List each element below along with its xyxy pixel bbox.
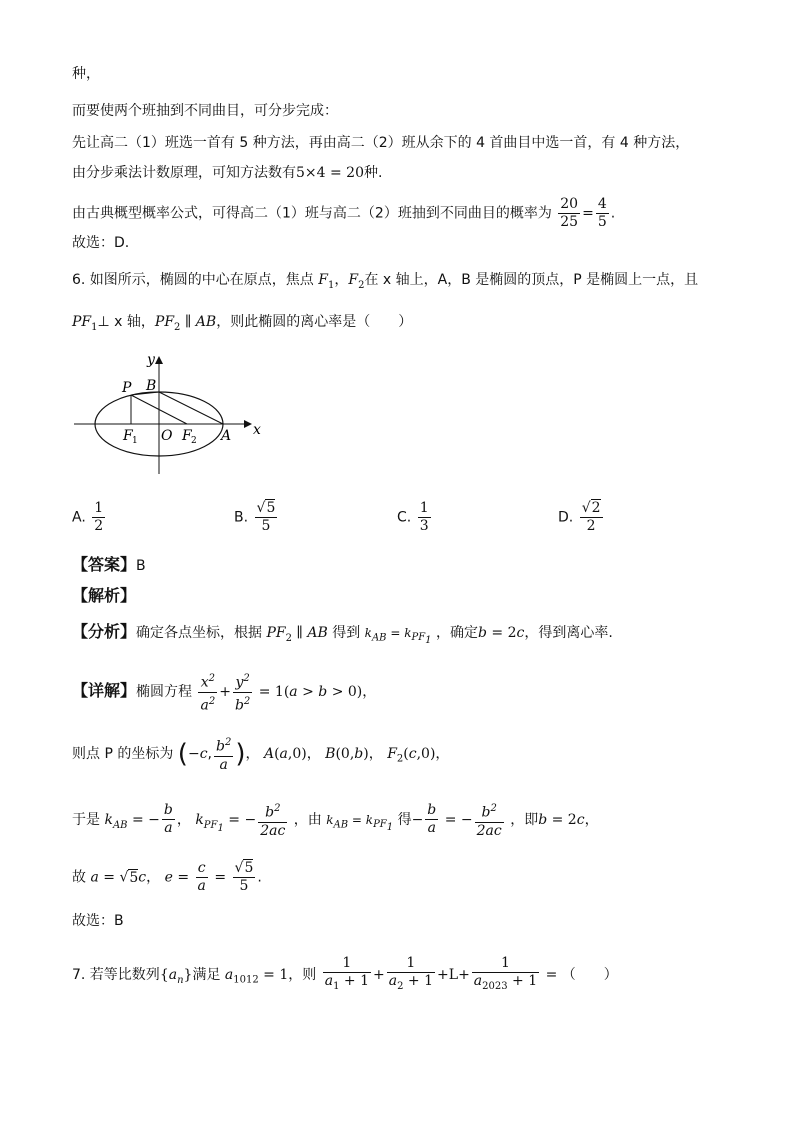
answer-line: 【答案】B bbox=[72, 555, 146, 574]
text-line: 先让高二（1）班选一首有 5 种方法，再由高二（2）班从余下的 4 首曲目中选一首，有 4 种方法， bbox=[72, 135, 690, 151]
fraction: $\frac{20}{25}$ bbox=[560, 196, 579, 230]
detail-line: 故 a = √5c， e = $\frac{c}{a}$ = $\frac{√5}{5}$ . bbox=[72, 860, 262, 894]
question-stem: 7. 若等比数列$\{a_n\}$满足 $a_{1012} = 1$，则 $\frac{1}{a_1 + 1}$ + $\frac{1}{a_2 + 1}$ +L+ $\frac{1}{a_{2023} + 1}$ = （ ） bbox=[72, 955, 618, 992]
label-x: x bbox=[253, 422, 261, 438]
label-o: O bbox=[161, 428, 173, 444]
text-line: 种， bbox=[72, 66, 100, 82]
detail-line: 则点 P 的坐标为 (−c, $\frac{b^2}{a}$ )， A(a,0)， B(0,b)， $F_2(c,0)$， bbox=[72, 734, 449, 774]
label-f2-sub: 2 bbox=[191, 436, 197, 446]
option-d[interactable]: D. $\frac{√2}{2}$ bbox=[558, 500, 601, 534]
y-axis-arrow-icon bbox=[155, 356, 163, 364]
final-answer: 故选：B bbox=[72, 913, 124, 929]
analysis-heading: 【解析】 bbox=[72, 586, 137, 605]
label-f1: F bbox=[123, 428, 133, 444]
text-line: 由古典概型概率公式，可得高二（1）班与高二（2）班抽到不同曲目的概率为 $\frac{20}{25}$ = $\frac{4}{5}$ . bbox=[72, 196, 616, 230]
fraction: $\frac{4}{5}$ bbox=[597, 196, 607, 230]
text-line: 而要使两个班抽到不同曲目，可分步完成： bbox=[72, 103, 338, 119]
question-stem: $PF_1\perp$ x 轴，$PF_2$ ∥ AB，则此椭圆的离心率是（ ） bbox=[72, 314, 413, 333]
label-f2: F bbox=[182, 428, 192, 444]
option-b[interactable]: B. $\frac{√5}{5}$ bbox=[234, 500, 276, 534]
text-line: 故选：D. bbox=[72, 235, 130, 251]
label-p: P bbox=[122, 380, 132, 396]
detail-line: 【详解】椭圆方程 $\frac{x^2}{a^2}$ + $\frac{y^2}{b^2}$ = 1(a > b > 0)， bbox=[72, 670, 376, 714]
option-a[interactable]: A. $\frac{1}{2}$ bbox=[72, 500, 104, 534]
math-expression: 5×4 = 20 bbox=[296, 165, 364, 181]
detail-line: 于是 $k_{AB}$ = − $\frac{b}{a}$ ， $k_{PF_1}$ = − $\frac{b^2}{2ac}$ ，由 $k_{AB} = k_{PF_1}$ 得− $\frac{b}{a}$ = − $\frac{b^2}{2ac}$ ，即b = 2c， bbox=[72, 800, 599, 840]
option-c[interactable]: C. $\frac{1}{3}$ bbox=[397, 500, 429, 534]
x-axis-arrow-icon bbox=[244, 420, 252, 428]
ellipse-figure bbox=[68, 350, 268, 480]
label-a: A bbox=[221, 428, 232, 444]
label-y: y bbox=[147, 352, 155, 368]
label-b: B bbox=[146, 378, 157, 394]
text-line: 由分步乘法计数原理，可知方法数有5×4 = 20种. bbox=[72, 165, 383, 181]
analysis-summary: 【分析】确定各点坐标，根据 $PF_2$ ∥ AB 得到 $k_{AB} = k_{PF_1}$ ，确定b = 2c，得到离心率. bbox=[72, 622, 613, 647]
label-f1-sub: 1 bbox=[132, 436, 138, 446]
question-stem: 6. 如图所示，椭圆的中心在原点，焦点 $F_1$，$F_2$在 x 轴上，A，B 是椭圆的顶点，P 是椭圆上一点，且 bbox=[72, 272, 699, 291]
